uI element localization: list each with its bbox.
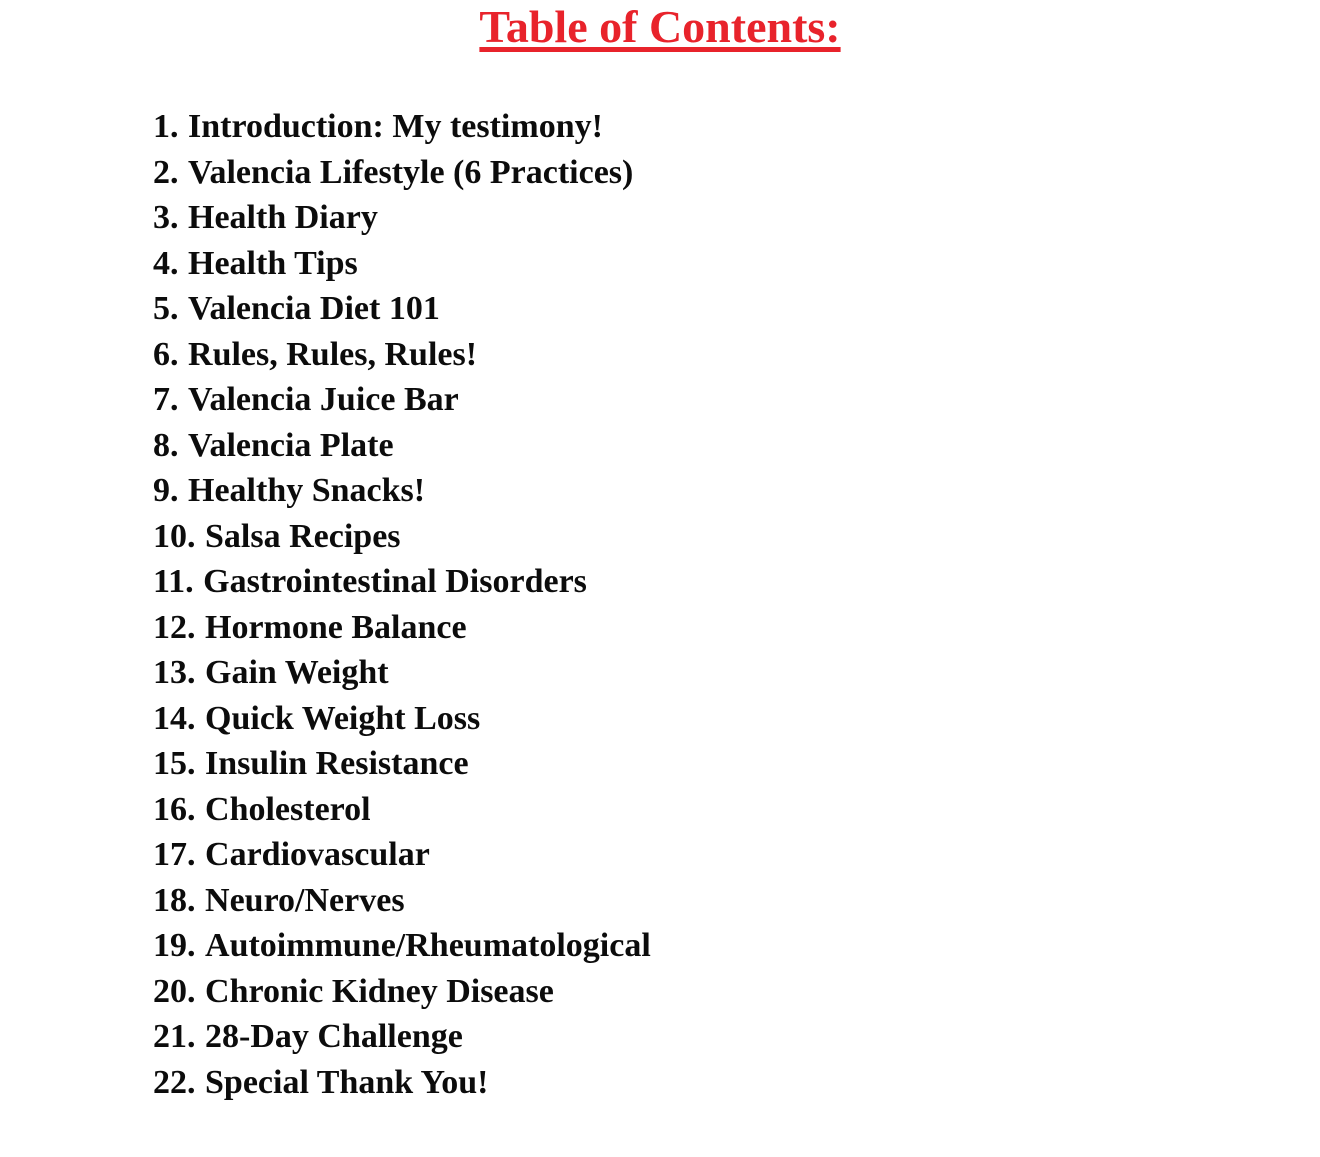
toc-item-number: 9. bbox=[153, 472, 179, 509]
toc-item bbox=[153, 468, 651, 514]
toc-item bbox=[153, 923, 651, 969]
toc-item bbox=[153, 1014, 651, 1060]
toc-item-number: 17. bbox=[153, 836, 196, 873]
toc-item-label: Gain Weight bbox=[205, 654, 389, 691]
toc-item bbox=[153, 650, 651, 696]
toc-item-label: Special Thank You! bbox=[205, 1063, 489, 1101]
toc-item-label: Health Diary bbox=[188, 199, 378, 236]
toc-item-number: 11. bbox=[153, 563, 194, 600]
toc-item-label: Cardiovascular bbox=[205, 836, 430, 873]
toc-item-number: 7. bbox=[153, 381, 179, 418]
toc-item bbox=[153, 241, 651, 287]
toc-item-label: 28-Day Challenge bbox=[205, 1018, 463, 1055]
toc-item-number: 5. bbox=[153, 290, 179, 327]
toc-item-number: 18. bbox=[153, 881, 196, 919]
toc-item-label: Rules, Rules, Rules! bbox=[188, 335, 478, 373]
toc-item-number: 16. bbox=[153, 790, 196, 828]
toc-item-label: Introduction: My testimony! bbox=[188, 108, 603, 145]
toc-item-number: 15. bbox=[153, 745, 196, 782]
toc-item-label: Chronic Kidney Disease bbox=[205, 972, 554, 1010]
toc-item-number: 4. bbox=[153, 244, 179, 282]
toc-item bbox=[153, 878, 651, 924]
toc-item-label: Valencia Juice Bar bbox=[188, 381, 459, 418]
toc-item bbox=[153, 286, 651, 332]
toc-item bbox=[153, 1060, 651, 1106]
toc-item bbox=[153, 423, 651, 469]
toc-item-number: 14. bbox=[153, 699, 196, 737]
toc-item bbox=[153, 741, 651, 787]
toc-item bbox=[153, 150, 651, 196]
toc-item bbox=[153, 514, 651, 560]
toc-item bbox=[153, 377, 651, 423]
toc-item-label: Cholesterol bbox=[205, 790, 371, 828]
toc-item bbox=[153, 605, 651, 651]
toc-item-label: Valencia Plate bbox=[188, 426, 394, 464]
toc-item-number: 22. bbox=[153, 1063, 196, 1101]
toc-item-label: Quick Weight Loss bbox=[205, 699, 481, 737]
toc-item-label: Neuro/Nerves bbox=[205, 881, 405, 919]
toc-item bbox=[153, 104, 651, 150]
toc-item-number: 1. bbox=[153, 108, 179, 145]
toc-item-label: Hormone Balance bbox=[205, 608, 467, 646]
toc-item-number: 3. bbox=[153, 199, 179, 236]
toc-item-number: 19. bbox=[153, 927, 196, 964]
toc-item-label: Valencia Diet 101 bbox=[188, 290, 440, 327]
toc-item bbox=[153, 332, 651, 378]
toc-item-label: Autoimmune/Rheumatological bbox=[205, 927, 651, 964]
toc-item bbox=[153, 195, 651, 241]
toc-item bbox=[153, 696, 651, 742]
toc-item-label: Healthy Snacks! bbox=[188, 472, 426, 509]
page-title: Table of Contents: bbox=[479, 1, 841, 52]
toc-item-label: Valencia Lifestyle (6 Practices) bbox=[188, 153, 634, 191]
toc-item-number: 10. bbox=[153, 517, 196, 555]
toc-item-number: 6. bbox=[153, 335, 179, 373]
toc-item bbox=[153, 559, 651, 605]
toc-item-number: 13. bbox=[153, 654, 196, 691]
toc-item-label: Gastrointestinal Disorders bbox=[203, 563, 587, 600]
toc-item-number: 8. bbox=[153, 426, 179, 464]
toc-item-number: 21. bbox=[153, 1018, 196, 1055]
toc-item-label: Salsa Recipes bbox=[205, 517, 401, 555]
toc-item bbox=[153, 787, 651, 833]
toc-item-number: 20. bbox=[153, 972, 196, 1010]
toc-item-label: Health Tips bbox=[188, 244, 358, 282]
toc-item bbox=[153, 832, 651, 878]
toc-item bbox=[153, 969, 651, 1015]
toc-item-label: Insulin Resistance bbox=[205, 745, 469, 782]
toc-item-number: 12. bbox=[153, 608, 196, 646]
toc-item-number: 2. bbox=[153, 153, 179, 191]
toc-list bbox=[153, 104, 651, 1105]
